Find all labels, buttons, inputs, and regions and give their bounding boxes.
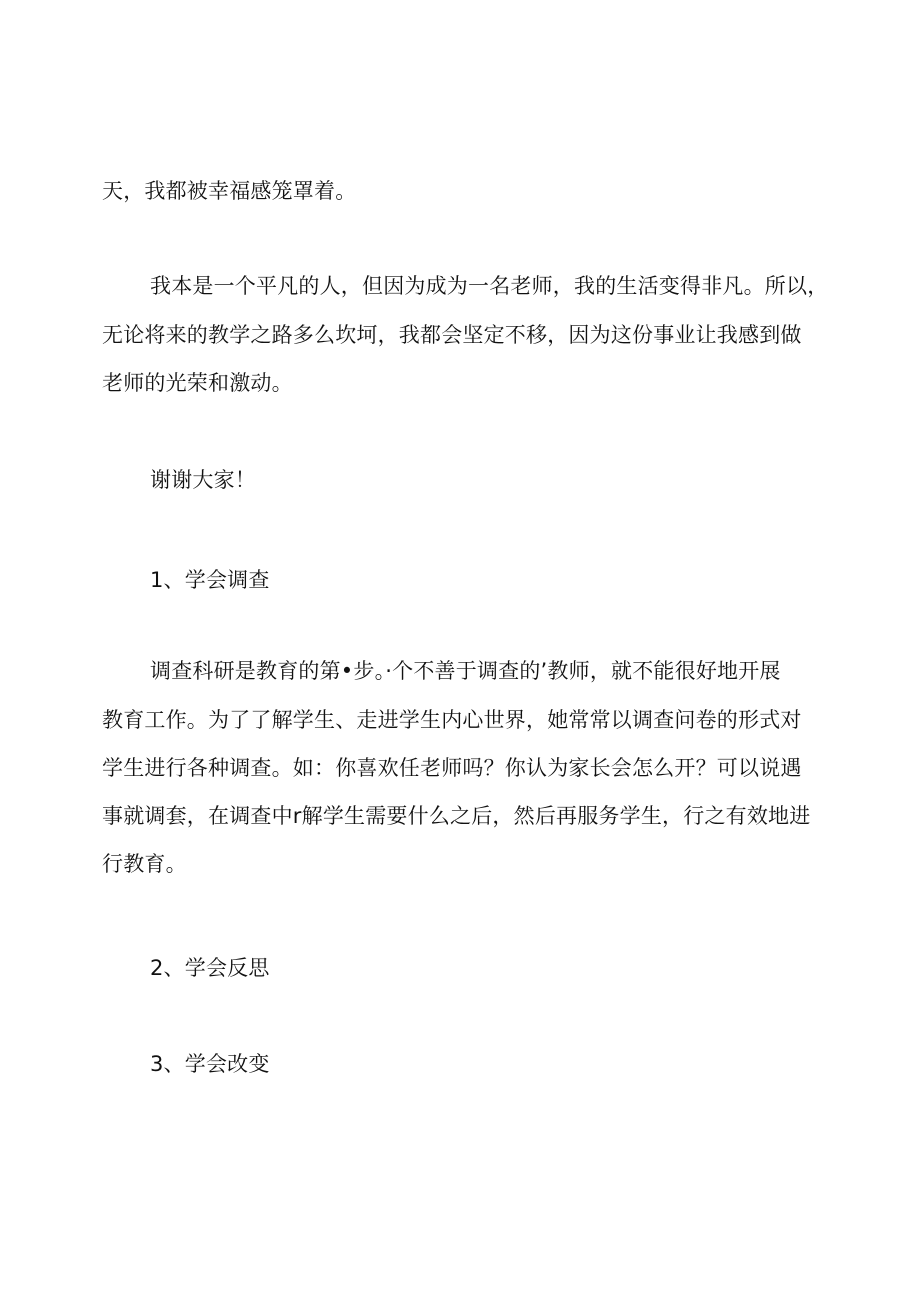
paragraph-line: 无论将来的教学之路多么坎坷，我都会坚定不移，因为这份事业让我感到做 [102, 323, 802, 347]
section-heading: 2、学会反思 [150, 956, 270, 980]
paragraph-line: 学生进行各种调查。如：你喜欢任老师吗？你认为家长会怎么开？可以说遇 [102, 756, 802, 780]
paragraph-line: 我本是一个平凡的人，但因为成为一名老师，我的生活变得非凡。所以， [150, 274, 829, 298]
paragraph-line: 调查科研是教育的第•步。·个不善于调查的’教师，就不能很好地开展 [150, 659, 781, 683]
section-heading: 1、学会调查 [150, 568, 270, 592]
paragraph-line: 行教育。 [102, 852, 187, 876]
paragraph-line: 教育工作。为了了解学生、走进学生内心世界，她常常以调查问卷的形式对 [102, 708, 802, 732]
section-heading: 3、学会改变 [150, 1052, 270, 1076]
paragraph-line: 事就调套，在调查中r解学生需要什么之后，然后再服务学生，行之有效地进 [102, 804, 811, 828]
paragraph-line: 谢谢大家！ [150, 468, 256, 492]
paragraph-line: 天，我都被幸福感笼罩着。 [102, 179, 357, 203]
paragraph-line: 老师的光荣和激动。 [102, 371, 293, 395]
